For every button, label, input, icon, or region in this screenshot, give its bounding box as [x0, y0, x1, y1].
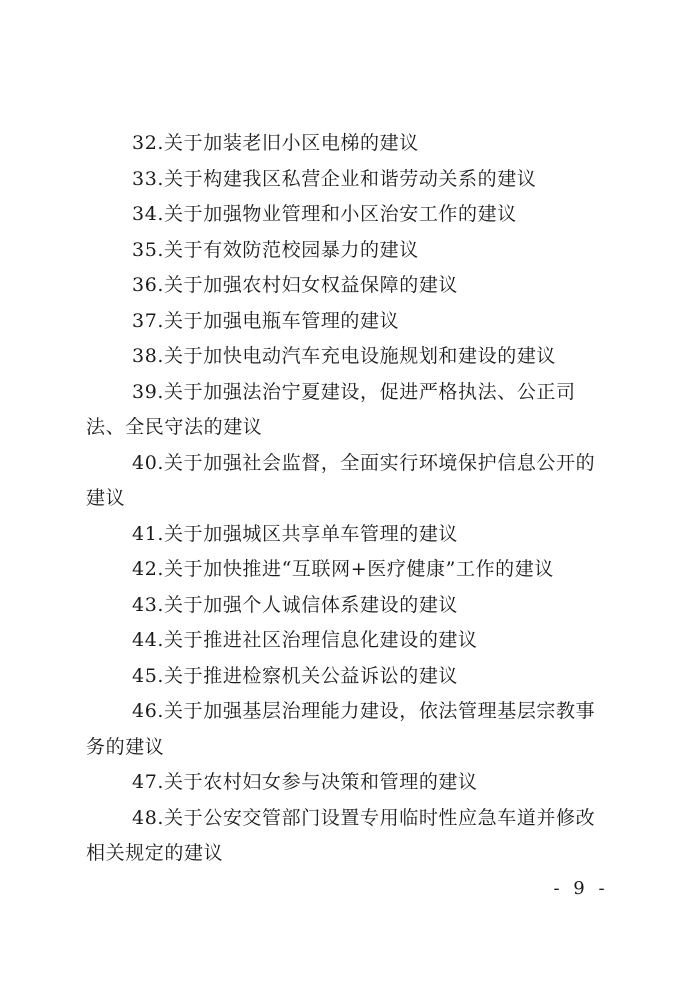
page-number: - 9 -: [553, 878, 609, 899]
list-item: 44.关于推进社区治理信息化建设的建议: [132, 629, 478, 651]
list-item: 38.关于加快电动汽车充电设施规划和建设的建议: [132, 345, 557, 367]
list-item: 40.关于加强社会监督，全面实行环境保护信息公开的建议: [86, 451, 596, 509]
list-item: 33.关于构建我区私营企业和谐劳动关系的建议: [132, 167, 537, 190]
list-item: 43.关于加强个人诚信体系建设的建议: [132, 593, 459, 616]
list-item: 35.关于有效防范校园暴力的建议: [132, 238, 419, 261]
list-item: 37.关于加强电瓶车管理的建议: [132, 309, 400, 332]
list-item: 36.关于加强农村妇女权益保障的建议: [132, 274, 459, 296]
list-item: 42.关于加快推进“互联网+医疗健康”工作的建议: [132, 558, 554, 580]
list-item: 39.关于加强法治宁夏建设，促进严格执法、公正司法、全民守法的建议: [86, 380, 576, 438]
list-item: 34.关于加强物业管理和小区治安工作的建议: [132, 203, 517, 225]
proposal-list: [86, 126, 614, 872]
list-item: 46.关于加强基层治理能力建设，依法管理基层宗教事务的建议: [86, 700, 596, 758]
list-item: 47.关于农村妇女参与决策和管理的建议: [132, 771, 478, 793]
list-item: 45.关于推进检察机关公益诉讼的建议: [132, 664, 459, 687]
list-item: 48.关于公安交管部门设置专用临时性应急车道并修改相关规定的建议: [86, 806, 596, 864]
list-item: 32.关于加装老旧小区电梯的建议: [132, 132, 419, 154]
list-item: 41.关于加强城区共享单车管理的建议: [132, 522, 459, 545]
